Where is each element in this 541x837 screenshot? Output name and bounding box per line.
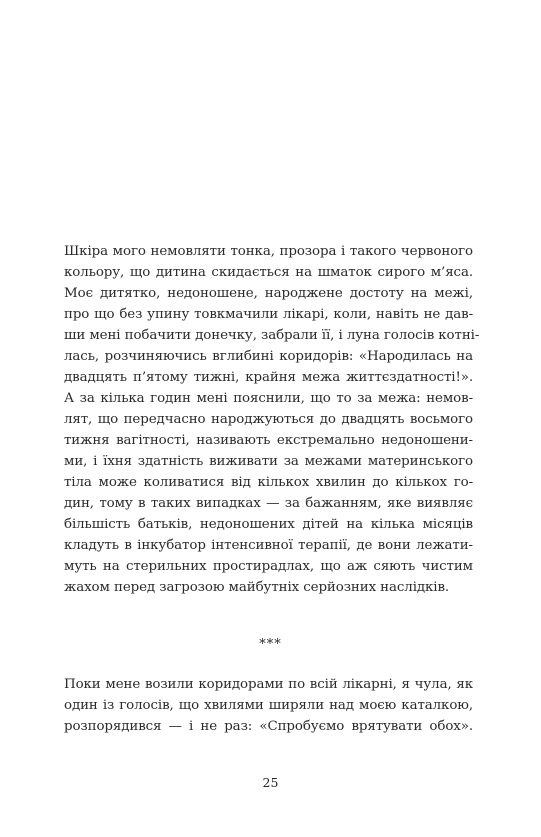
text-line: кладуть в інкубатор інтенсивної терапії, де вони лежати- <box>64 538 473 553</box>
text-line: муть на стерильних простирадлах, що аж сяють чистим <box>64 559 473 574</box>
text-line: Моє дитятко, недоношене, народжене достоту на межі, <box>64 286 473 301</box>
text-line: кольору, що дитина скидається на шматок сирого м’яса. <box>64 265 473 280</box>
text-line: Поки мене возили коридорами по всій лікарні, я чула, як <box>64 677 473 692</box>
text-line: про що без упину товкмачили лікарі, коли, навіть не дав- <box>64 307 473 322</box>
text-line: лась, розчиняючись вглибині коридорів: «Народилась на <box>64 349 473 364</box>
text-line: двадцять п’ятому тижні, крайня межа життєздатності!». <box>64 370 473 385</box>
text-line: жахом перед загрозою майбутніх серйозних наслідків. <box>64 580 450 595</box>
text-line: більшість батьків, недоношених дітей на кілька місяців <box>64 517 473 532</box>
page-number: 25 <box>262 775 279 790</box>
text-line: ши мені побачити донечку, забрали її, і луна голосів котні- <box>64 328 480 343</box>
text-line: ми, і їхня здатність виживати за межами материнського <box>64 454 473 469</box>
text-line: тіла може коливатися від кількох хвилин до кількох го- <box>64 475 473 490</box>
text-line: А за кілька годин мені пояснили, що то за межа: немов- <box>64 391 473 406</box>
section-separator: *** <box>259 637 282 652</box>
text-line: дин, тому в таких випадках — за бажанням, яке виявляє <box>64 496 473 511</box>
text-line: розпорядився — і не раз: «Спробуємо врятувати обох». <box>64 719 473 734</box>
text-line: тижня вагітності, називають екстремально недоношени- <box>64 433 473 448</box>
text-line: Шкіра мого немовляти тонка, прозора і такого червоного <box>64 244 473 259</box>
text-line: один із голосів, що хвилями ширяли над моєю каталкою, <box>64 698 473 713</box>
text-line: лят, що передчасно народжуються до двадцять восьмого <box>64 412 473 427</box>
